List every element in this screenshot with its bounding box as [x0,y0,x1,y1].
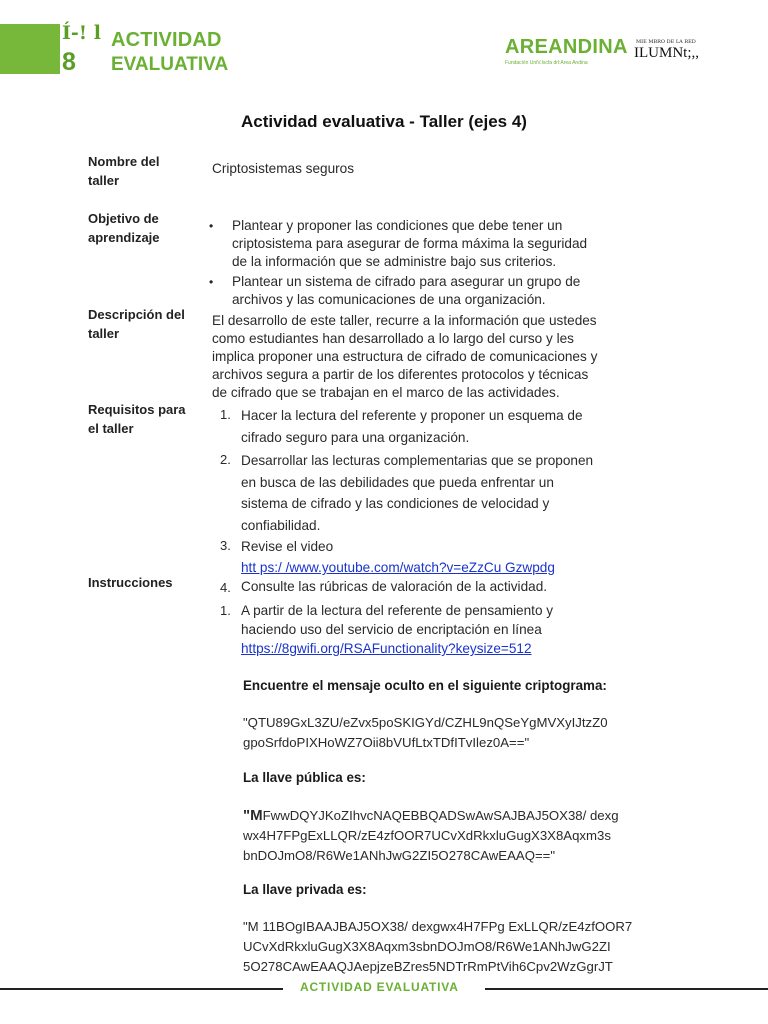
llave-privada-text [243,917,632,977]
footer-label: ACTIVIDAD EVALUATIVA [300,980,459,994]
list-number: 4. [220,580,231,595]
descripcion-line: El desarrollo de este taller, recurre a la información que ustedes [212,313,597,328]
descripcion-line: implica proponer una estructura de cifrado de comunicaciones y [212,349,598,364]
descripcion-text [212,312,597,402]
list-number: 1. [220,603,231,618]
header-activity-line2: EVALUATIVA [111,54,229,75]
requisito-2-line3: sistema de cifrado y las condiciones de velocidad y [241,496,550,511]
label-nombre-line2: taller [88,173,120,188]
requisito-item-4: Consulte las rúbricas de valoración de la actividad. [241,579,548,594]
label-objetivo-line1: Objetivo de [88,211,159,226]
requisito-1-line1: Hacer la lectura del referente y proponer un esquema de [241,408,583,423]
header-number: 8 [62,48,76,76]
requisito-1-line2: cifrado seguro para una organización. [241,430,470,445]
bullet-icon: • [209,219,214,233]
objetivo-item-2 [232,273,580,309]
label-nombre [88,152,160,190]
objetivo-2-line1: Plantear un sistema de cifrado para asegurar un grupo de [232,274,581,289]
label-descripcion [88,305,185,343]
descripcion-line: archivos segura a partir de los diferentes protocolos y técnicas [212,367,589,382]
instruccion-item-1 [241,601,553,658]
label-instrucciones: Instrucciones [88,575,173,590]
label-objetivo [88,209,160,247]
partner-caption: MIE MBRO DE LA RED [636,39,696,45]
llave-publica-line: FwwDQYJKoZIhvcNAQEBBQADSwAwSAJBAJ5OX38/ dexg [262,808,619,823]
label-descripcion-line2: taller [88,326,120,341]
partner-logo-text: ILUMNt;,, [634,45,699,61]
nombre-value: Criptosistemas seguros [212,161,355,176]
llave-publica-line: bnDOJmO8/R6We1ANhJwG2ZI5O278CAwEAAQ==" [243,848,556,863]
list-number: 3. [220,538,231,553]
requisito-2-line2: en busca de las debilidades que pueda enfrentar un [241,474,554,490]
criptograma-line: gpoSrfdoPIXHoWZ7Oii8bVUfLtxTDfITvIlez0A==" [243,735,530,750]
label-requisitos-line2: el taller [88,421,134,436]
label-descripcion-line1: Descripción del [88,307,185,322]
objetivo-1-line3: de la información que se administre bajo sus criterios. [232,254,557,269]
label-objetivo-line2: aprendizaje [88,230,160,245]
footer-divider-right [485,988,768,990]
llave-privada-line: 5O278CAwEAAQJAepjzeBZres5NDTrRmPtVih6Cpv2WzGgrJT [243,959,613,974]
llave-publica-text [243,806,619,866]
objetivo-2-line2: archivos y las comunicaciones de una organización. [232,292,546,307]
bullet-icon: • [209,275,214,289]
label-nombre-line1: Nombre del [88,154,160,169]
label-requisitos [88,400,186,438]
label-requisitos-line1: Requisitos para [88,402,186,417]
header-green-bar [0,24,60,74]
instruccion-line2: haciendo uso del servicio de encriptación en línea [241,622,542,637]
requisito-2-line4: confiabilidad. [241,517,321,533]
objetivo-1-line2: criptosistema para asegurar de forma máxima la seguridad [232,236,588,251]
descripcion-line: como estudiantes han desarrollado a lo largo del curso y les [212,331,574,346]
criptograma-text [243,713,608,753]
llave-publica-label: La llave pública es: [243,770,366,785]
brand-logo-text: AREANDINA [505,36,628,58]
llave-publica-lead: "M [243,807,263,824]
requisito-item-3 [241,536,555,578]
criptograma-heading: Encuentre el mensaje oculto en el siguiente criptograma: [243,678,607,693]
brand-subtitle: Fundación UniV.Iscfa drl:Area Andina [505,60,588,66]
requisito-3-line1: Revise el video [241,539,334,554]
header-activity-line1: ACTIVIDAD [111,29,222,51]
requisito-item-2 [241,450,593,536]
requisito-item-1 [241,405,583,449]
footer-divider-left [0,988,283,990]
list-number: 2. [220,452,231,467]
list-number: 1. [220,407,231,422]
descripcion-line: de cifrado que se trabajan en el marco de las actividades. [212,385,560,400]
llave-privada-label: La llave privada es: [243,882,367,897]
rsa-tool-link[interactable]: https://8gwifi.org/RSAFunctionality?keysize=512 [241,641,532,656]
youtube-video-link[interactable]: htt ps:/ /www.youtube.com/watch?v=eZzCu Gzwpdg [241,560,555,575]
llave-privada-line: "M 11BOgIBAAJBAJ5OX38/ dexgwx4H7FPg ExLLQR/zE4zfOOR7 [243,919,633,934]
requisito-2-line1: Desarrollar las lecturas complementarias que se proponen [241,453,594,468]
llave-publica-line: wx4H7FPgExLLQR/zE4zfOOR7UCvXdRkxluGugX3X8Aqxm3s [243,828,611,843]
page-title: Actividad evaluativa - Taller (ejes 4) [241,112,527,131]
instruccion-line1: A partir de la lectura del referente de pensamiento y [241,603,554,618]
objetivo-item-1 [232,217,587,271]
llave-privada-line: UCvXdRkxluGugX3X8Aqxm3sbnDOJmO8/R6We1ANhJwG2ZI [243,939,611,954]
header-symbol: Í-! l [62,22,101,44]
criptograma-line: "QTU89GxL3ZU/eZvx5poSKIGYd/CZHL9nQSeYgMVXyIJtzZ0 [243,715,608,730]
objetivo-1-line1: Plantear y proponer las condiciones que debe tener un [232,218,563,233]
